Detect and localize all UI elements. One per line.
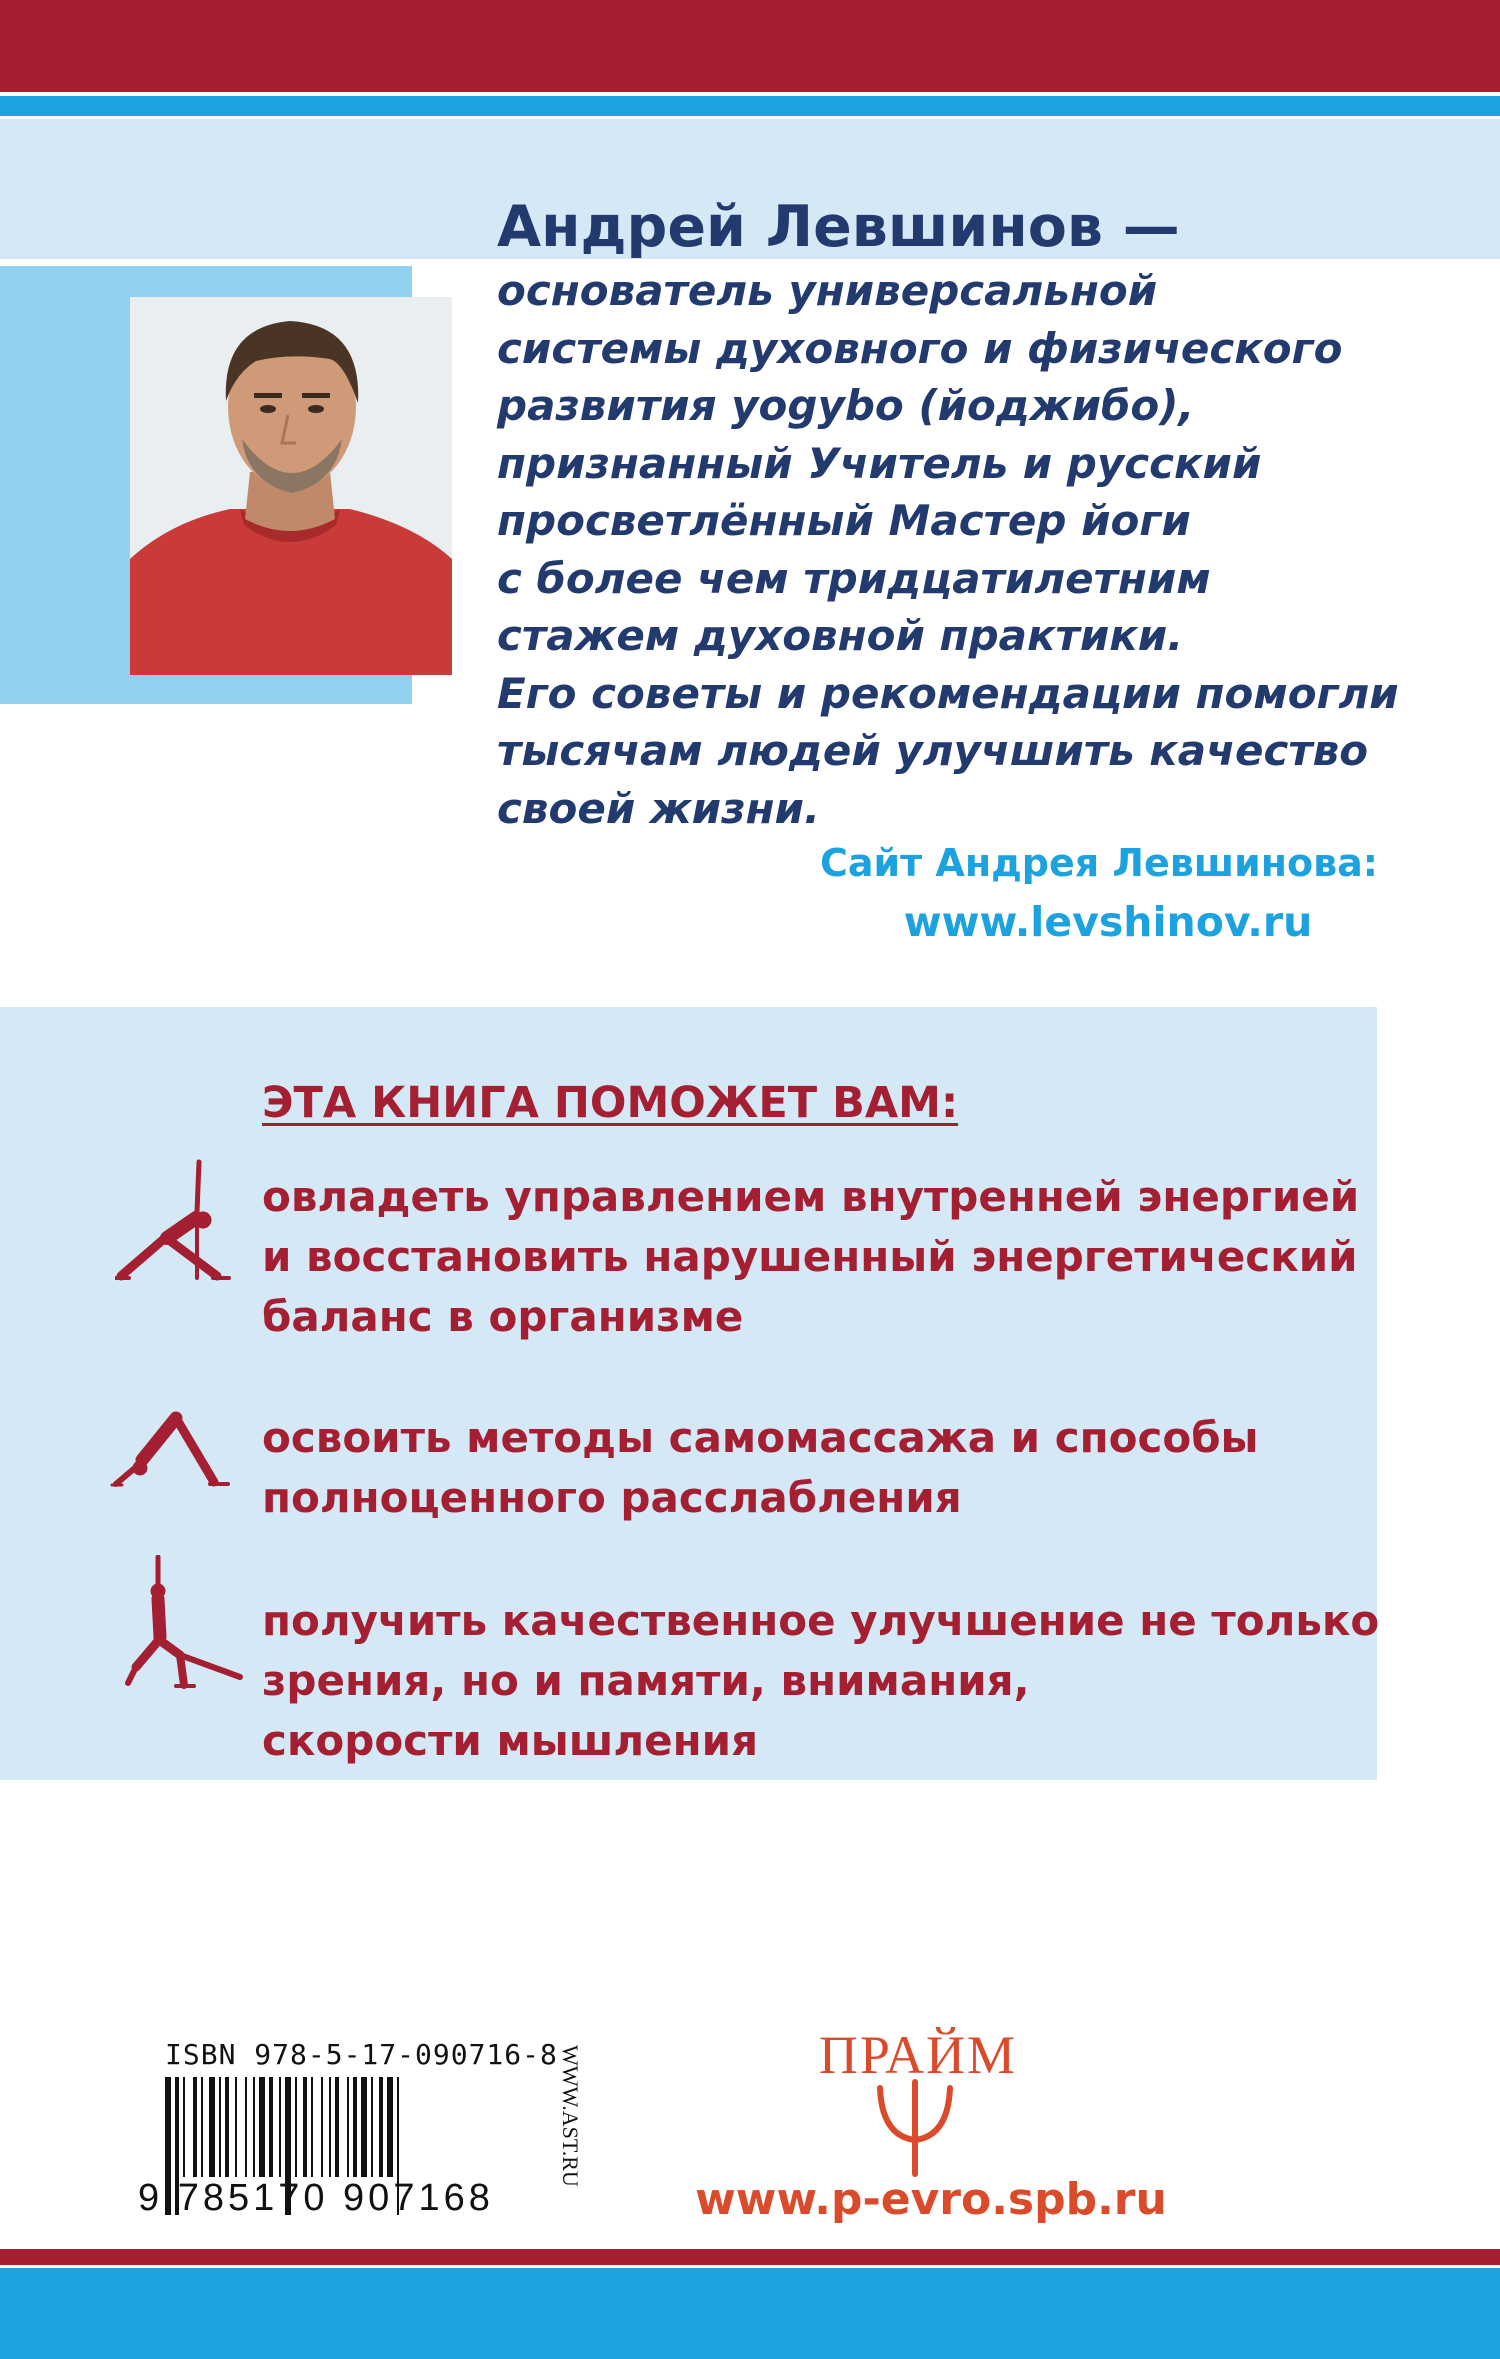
barcode-bar bbox=[253, 2077, 255, 2177]
bio-line: признанный Учитель и русский bbox=[497, 438, 1262, 488]
benefit-item bbox=[262, 1167, 1360, 1347]
author-bio bbox=[497, 262, 1397, 837]
psi-logo-icon bbox=[870, 2078, 960, 2178]
bio-line: своей жизни. bbox=[497, 783, 820, 833]
barcode-digits: 9 785170 907168 bbox=[138, 2177, 494, 2219]
bio-line: с более чем тридцатилетним bbox=[497, 553, 1211, 603]
author-site-label: Сайт Андрея Левшинова: bbox=[820, 841, 1378, 885]
barcode-bar bbox=[379, 2077, 383, 2177]
benefit-line: зрения, но и памяти, внимания, bbox=[262, 1656, 1030, 1705]
barcode-bar bbox=[269, 2077, 273, 2177]
barcode-bar bbox=[245, 2077, 247, 2177]
yoga-triangle-pose-icon bbox=[115, 1150, 240, 1282]
isbn-text: ISBN 978-5-17-090716-8 bbox=[165, 2038, 558, 2071]
benefit-item bbox=[262, 1591, 1380, 1771]
barcode-bar bbox=[279, 2077, 281, 2177]
barcode-bar bbox=[347, 2077, 349, 2177]
barcode-bar bbox=[303, 2077, 307, 2177]
top-red-band bbox=[0, 0, 1500, 92]
yoga-warrior-pose-icon bbox=[122, 1555, 247, 1690]
barcode-bar bbox=[235, 2077, 237, 2177]
barcode-bar bbox=[361, 2077, 367, 2177]
barcode-bar bbox=[201, 2077, 203, 2177]
author-portrait-icon bbox=[130, 297, 452, 675]
author-name: Андрей Левшинов — bbox=[497, 194, 1180, 260]
top-blue-band bbox=[0, 96, 1500, 116]
barcode-bar bbox=[225, 2077, 229, 2177]
top-white-edge bbox=[1453, 259, 1500, 689]
barcode-bar bbox=[353, 2077, 357, 2177]
benefit-line: полноценного расслабления bbox=[262, 1473, 962, 1522]
benefit-item bbox=[262, 1408, 1342, 1528]
barcode-bar bbox=[295, 2077, 297, 2177]
benefit-line: получить качественное улучшение не только bbox=[262, 1596, 1380, 1645]
benefit-line: баланс в организме bbox=[262, 1292, 744, 1341]
barcode-bar bbox=[335, 2077, 339, 2177]
benefit-line: освоить методы самомассажа и способы bbox=[262, 1413, 1259, 1462]
benefit-line: скорости мышления bbox=[262, 1716, 759, 1765]
yoga-downward-dog-pose-icon bbox=[110, 1410, 235, 1490]
barcode-bar bbox=[193, 2077, 197, 2177]
bottom-blue-band bbox=[0, 2268, 1500, 2359]
barcode-bar bbox=[219, 2077, 221, 2177]
bio-line: стажем духовной практики. bbox=[497, 611, 1184, 660]
barcode-bar bbox=[209, 2077, 215, 2177]
benefit-line: овладеть управлением внутренней энергией bbox=[262, 1172, 1360, 1221]
barcode-bar bbox=[371, 2077, 373, 2177]
bio-line: основатель универсальной bbox=[497, 266, 1158, 315]
publisher-url[interactable]: www.p-evro.spb.ru bbox=[695, 2174, 1167, 2225]
barcode-bar bbox=[329, 2077, 331, 2177]
bio-line: развития yogybo (йоджибо), bbox=[497, 381, 1195, 430]
publisher-name: ПРАЙМ bbox=[818, 2025, 1018, 2085]
barcode-bar bbox=[259, 2077, 265, 2177]
barcode-bar bbox=[183, 2077, 185, 2177]
barcode-bar bbox=[387, 2077, 393, 2177]
author-site-link[interactable]: www.levshinov.ru bbox=[903, 898, 1313, 946]
benefit-line: и восстановить нарушенный энергетический bbox=[262, 1232, 1358, 1281]
ast-url: WWW.AST.RU bbox=[558, 2045, 583, 2187]
author-photo bbox=[130, 297, 452, 675]
bio-line: тысячам людей улучшить качество bbox=[497, 726, 1369, 775]
barcode-bar bbox=[321, 2077, 323, 2177]
bio-line: Его советы и рекомендации помогли bbox=[497, 668, 1399, 718]
bottom-red-band bbox=[0, 2249, 1500, 2265]
barcode-bar bbox=[311, 2077, 313, 2177]
benefits-heading: ЭТА КНИГА ПОМОЖЕТ ВАМ: bbox=[262, 1078, 959, 1128]
bio-line: системы духовного и физического bbox=[497, 323, 1343, 373]
bio-line: просветлённый Мастер йоги bbox=[497, 496, 1191, 545]
